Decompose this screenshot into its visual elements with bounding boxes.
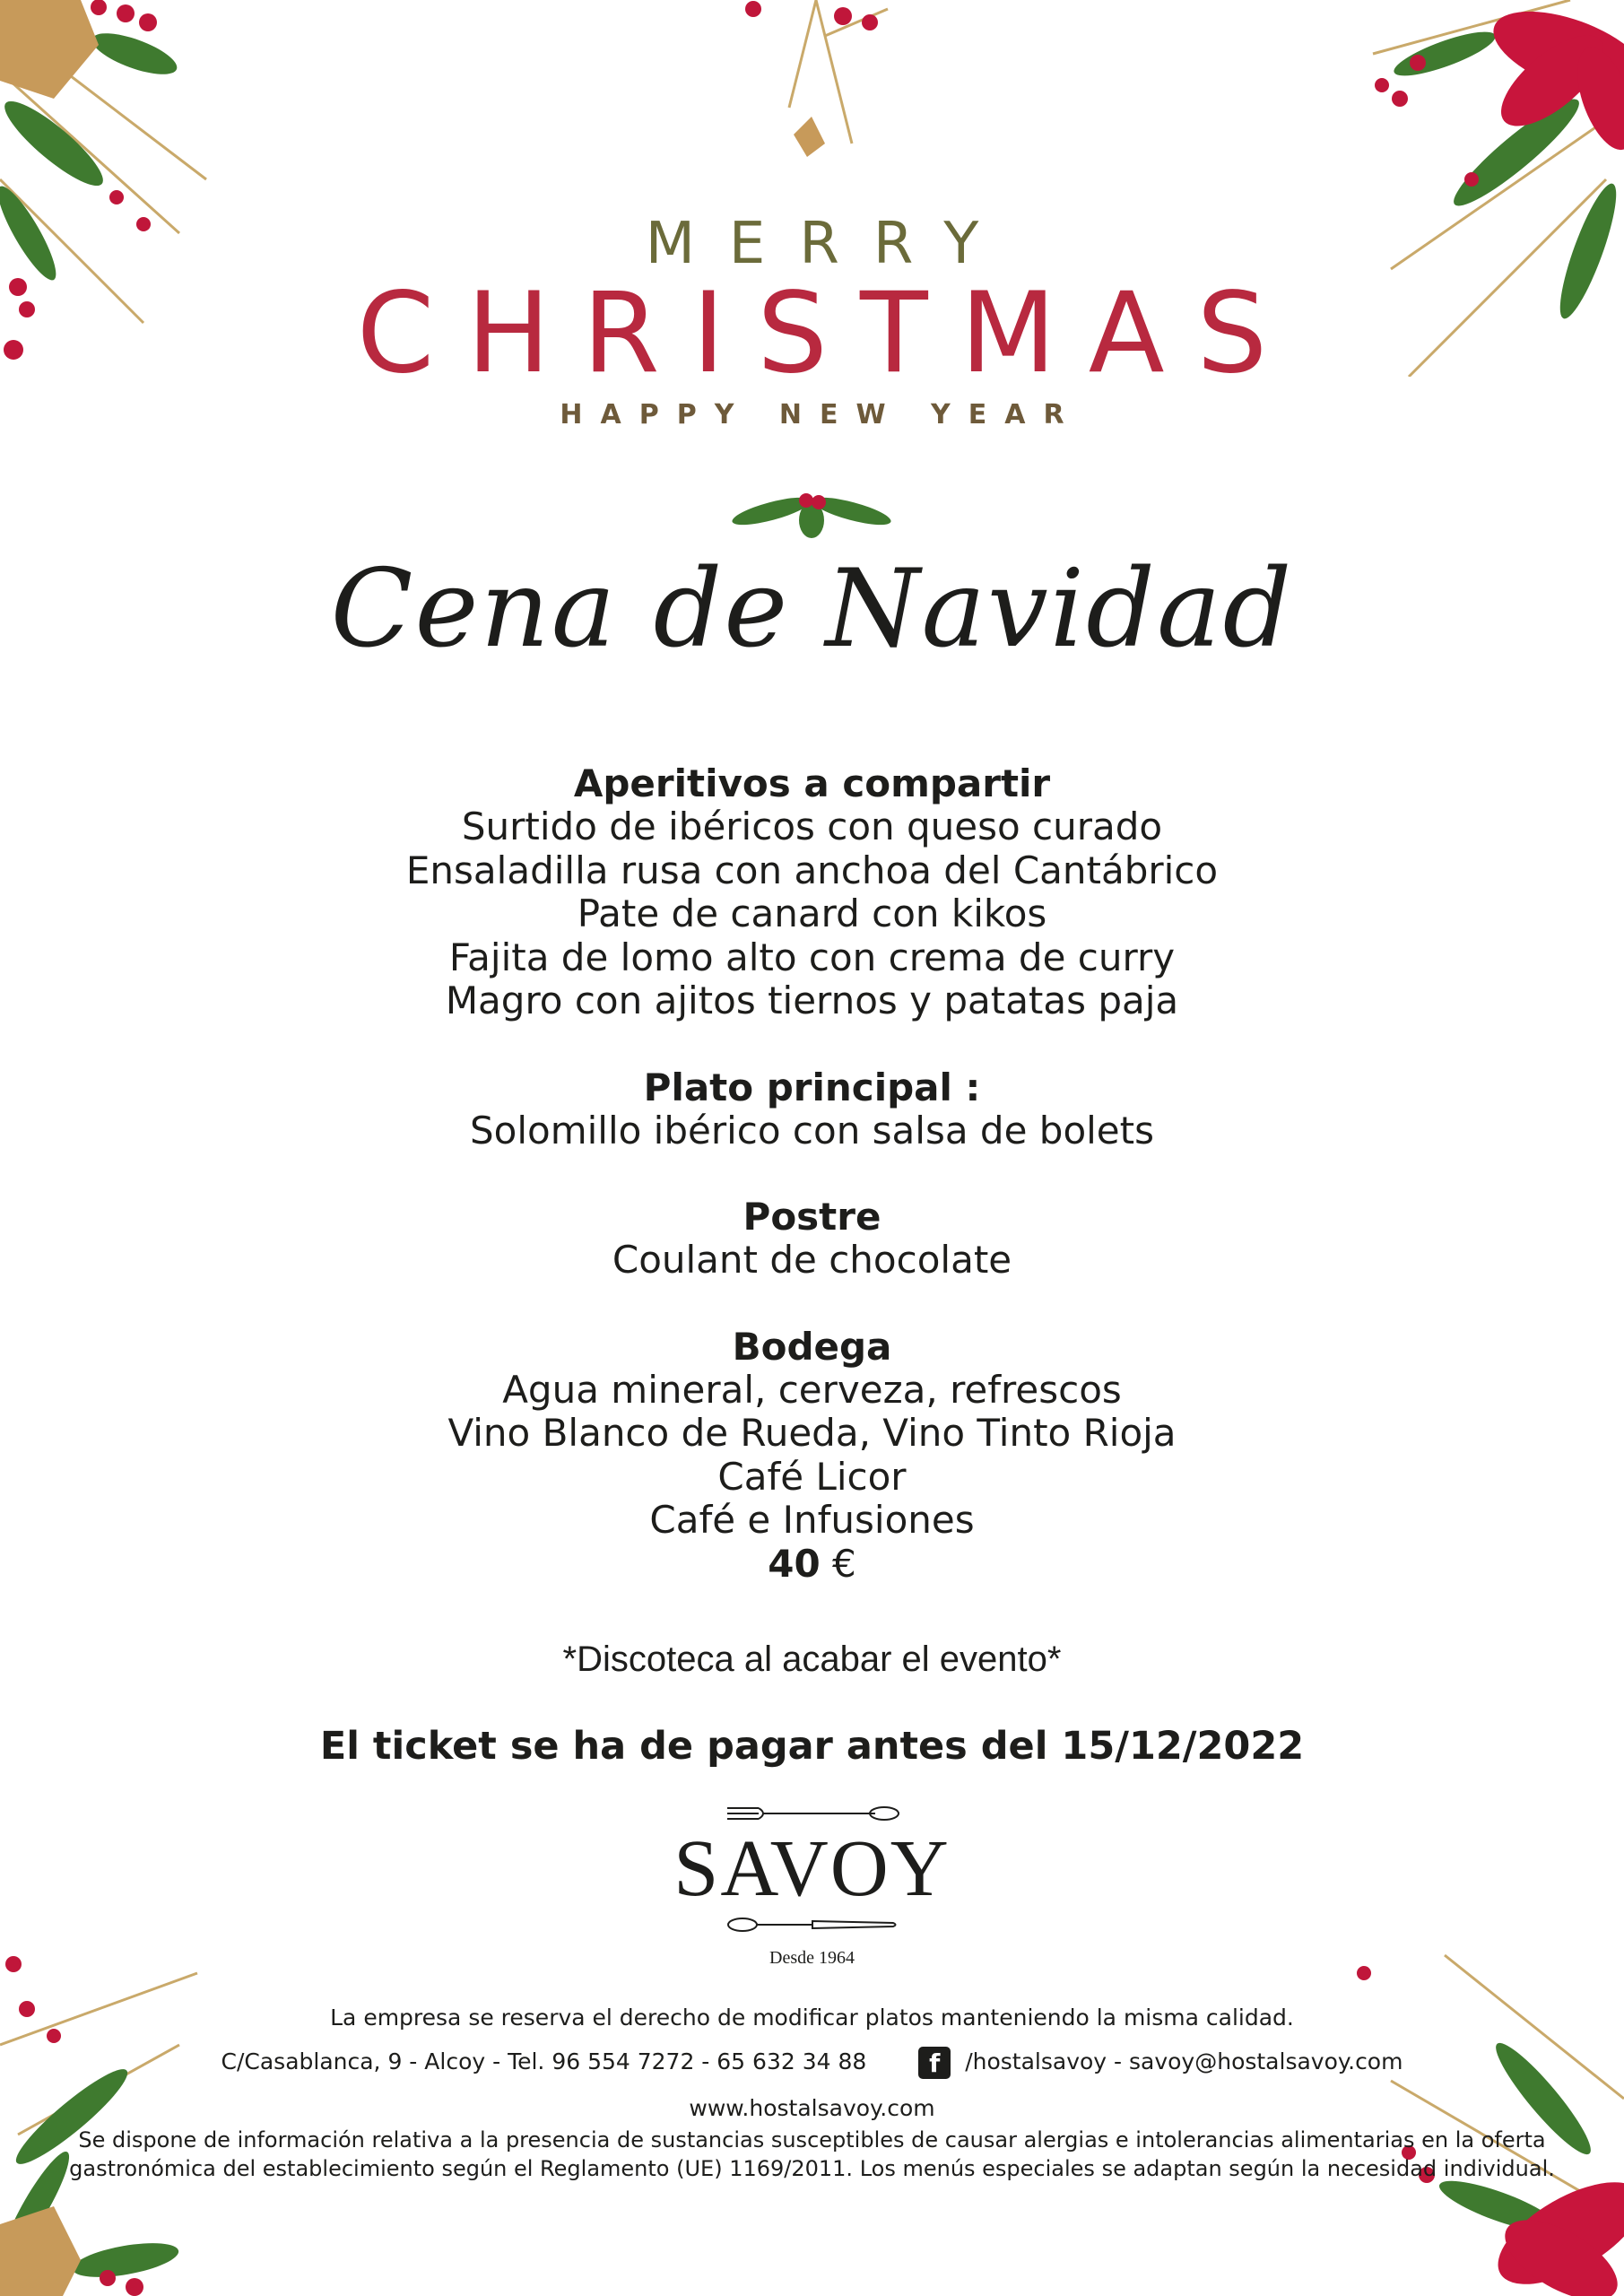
menu-item: Solomillo ibérico con salsa de bolets xyxy=(469,1108,1154,1152)
knife-icon xyxy=(723,1914,902,1935)
section-title-bodega: Bodega xyxy=(732,1324,892,1369)
section-title-postre: Postre xyxy=(743,1195,881,1239)
ticket-deadline-note: El ticket se ha de pagar antes del 15/12/2022 xyxy=(319,1724,1305,1769)
footer-social[interactable]: /hostalsavoy - savoy@hostalsavoy.com xyxy=(965,2048,1403,2074)
section-title-principal: Plato principal : xyxy=(643,1065,981,1109)
holly-sprig-divider-icon xyxy=(731,475,892,543)
menu-item: Café e Infusiones xyxy=(649,1498,975,1542)
price-currency: € xyxy=(832,1541,856,1586)
menu-item: Café Licor xyxy=(717,1454,907,1499)
menu-item: Ensaladilla rusa con anchoa del Cantábrico xyxy=(405,848,1219,892)
savoy-logo-since: Desde 1964 xyxy=(769,1948,855,1968)
menu-item: Magro con ajitos tiernos y patatas paja xyxy=(445,978,1179,1022)
section-title-aperitivos: Aperitivos a compartir xyxy=(573,761,1051,805)
footer-reserve-note: La empresa se reserva el derecho de modificar platos manteniendo la misma calidad. xyxy=(330,2005,1294,2031)
menu-item: Surtido de ibéricos con queso curado xyxy=(461,804,1163,848)
menu xyxy=(0,762,1624,1586)
merry-heading: MERRY xyxy=(645,211,1013,277)
footer-website-link[interactable]: www.hostalsavoy.com xyxy=(689,2095,935,2121)
menu-item: Coulant de chocolate xyxy=(612,1238,1012,1282)
menu-item: Fajita de lomo alto con crema de curry xyxy=(448,935,1176,979)
menu-price xyxy=(0,1543,1624,1586)
fork-icon xyxy=(723,1803,902,1824)
footer-address: C/Casablanca, 9 - Alcoy - Tel. 96 554 7272 - 65 632 34 88 xyxy=(221,2048,867,2074)
happy-new-year-heading: HAPPY NEW YEAR xyxy=(560,399,1082,430)
facebook-icon[interactable]: f xyxy=(918,2047,951,2079)
disco-note: *Discoteca al acabar el evento* xyxy=(562,1639,1062,1679)
top-center-sprig-decoration xyxy=(735,0,897,179)
savoy-logo-name: SAVOY xyxy=(673,1824,951,1913)
cena-de-navidad-title: Cena de Navidad xyxy=(330,547,1294,672)
price-value: 40 xyxy=(768,1541,821,1586)
menu-item: Vino Blanco de Rueda, Vino Tinto Rioja xyxy=(447,1411,1177,1455)
savoy-logo xyxy=(0,1803,1624,1969)
footer-contact xyxy=(0,2047,1624,2079)
menu-item: Agua mineral, cerveza, refrescos xyxy=(502,1367,1122,1412)
footer-legal-note: Se dispone de información relativa a la presencia de sustancias susceptibles de causar alergias e intolerancias alimentarias en la oferta gastronómica del establecimiento según el Reglamento (UE) 1169/2011. Los menús especiales se adaptan según la necesidad individual. xyxy=(69,2127,1555,2181)
menu-item: Pate de canard con kikos xyxy=(577,891,1047,935)
christmas-heading: CHRISTMAS xyxy=(356,269,1300,398)
